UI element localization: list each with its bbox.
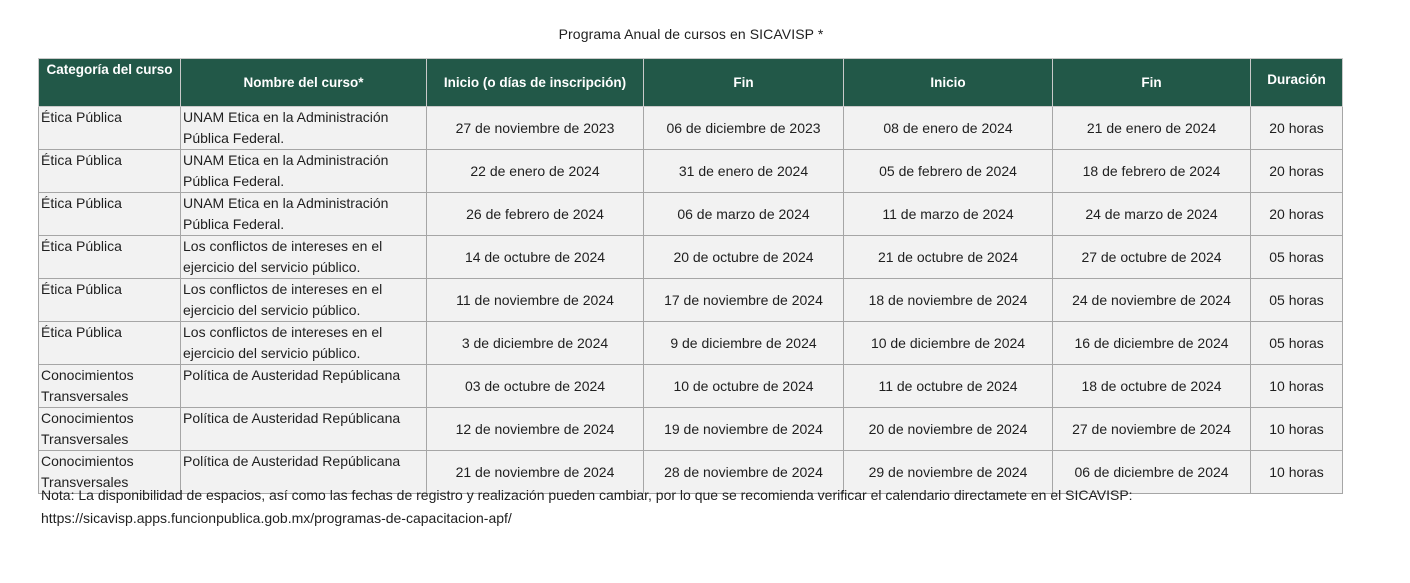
table-row [39,408,1343,451]
duration-cell: 20 horas [1251,107,1343,150]
registration-start-cell: 26 de febrero de 2024 [427,193,644,236]
table-row [39,236,1343,279]
duration-cell: 20 horas [1251,150,1343,193]
course-end-cell: 06 de diciembre de 2024 [1053,451,1251,494]
course-start-cell: 20 de noviembre de 2024 [844,408,1053,451]
course-end-cell: 24 de marzo de 2024 [1053,193,1251,236]
column-header-registration-end: Fin [644,59,844,107]
category-cell: Ética Pública [39,279,181,322]
course-start-cell: 18 de noviembre de 2024 [844,279,1053,322]
course-end-cell: 27 de noviembre de 2024 [1053,408,1251,451]
category-cell: Ética Pública [39,150,181,193]
duration-cell: 20 horas [1251,193,1343,236]
category-cell: Ética Pública [39,236,181,279]
registration-start-cell: 22 de enero de 2024 [427,150,644,193]
table-row [39,322,1343,365]
course-start-cell: 10 de diciembre de 2024 [844,322,1053,365]
course-name-cell: Los conflictos de intereses en el ejercicio del servicio público. [181,279,427,322]
registration-start-cell: 14 de octubre de 2024 [427,236,644,279]
registration-start-cell: 3 de diciembre de 2024 [427,322,644,365]
registration-end-cell: 10 de octubre de 2024 [644,365,844,408]
course-end-cell: 16 de diciembre de 2024 [1053,322,1251,365]
table-row [39,193,1343,236]
course-start-cell: 05 de febrero de 2024 [844,150,1053,193]
course-schedule-table [38,58,1343,494]
course-start-cell: 29 de noviembre de 2024 [844,451,1053,494]
duration-cell: 10 horas [1251,408,1343,451]
course-name-cell: Los conflictos de intereses en el ejercicio del servicio público. [181,236,427,279]
table-row [39,150,1343,193]
column-header-course-start: Inicio [844,59,1053,107]
registration-end-cell: 31 de enero de 2024 [644,150,844,193]
registration-end-cell: 20 de octubre de 2024 [644,236,844,279]
course-end-cell: 21 de enero de 2024 [1053,107,1251,150]
registration-end-cell: 06 de marzo de 2024 [644,193,844,236]
course-start-cell: 11 de octubre de 2024 [844,365,1053,408]
registration-end-cell: 06 de diciembre de 2023 [644,107,844,150]
course-start-cell: 11 de marzo de 2024 [844,193,1053,236]
duration-cell: 05 horas [1251,322,1343,365]
course-name-cell: UNAM Etica en la Administración Pública Federal. [181,193,427,236]
course-start-cell: 21 de octubre de 2024 [844,236,1053,279]
footnote-text: Nota: La disponibilidad de espacios, así como las fechas de registro y realización pueden cambiar, por lo que se recomienda verificar el calendario directamete en el SICAVISP: [41,487,1133,503]
course-start-cell: 08 de enero de 2024 [844,107,1053,150]
table-header-row [39,59,1343,107]
footnote [41,484,1133,530]
registration-start-cell: 03 de octubre de 2024 [427,365,644,408]
footnote-url: https://sicavisp.apps.funcionpublica.gob.mx/programas-de-capacitacion-apf/ [41,510,512,526]
course-name-cell: UNAM Etica en la Administración Pública Federal. [181,150,427,193]
course-end-cell: 24 de noviembre de 2024 [1053,279,1251,322]
registration-start-cell: 11 de noviembre de 2024 [427,279,644,322]
registration-end-cell: 28 de noviembre de 2024 [644,451,844,494]
registration-start-cell: 27 de noviembre de 2023 [427,107,644,150]
course-end-cell: 27 de octubre de 2024 [1053,236,1251,279]
registration-end-cell: 19 de noviembre de 2024 [644,408,844,451]
column-header-course-name: Nombre del curso* [181,59,427,107]
registration-end-cell: 9 de diciembre de 2024 [644,322,844,365]
course-name-cell: Los conflictos de intereses en el ejercicio del servicio público. [181,322,427,365]
registration-start-cell: 21 de noviembre de 2024 [427,451,644,494]
table-row [39,107,1343,150]
column-header-course-end: Fin [1053,59,1251,107]
column-header-registration-start: Inicio (o días de inscripción) [427,59,644,107]
table-row [39,365,1343,408]
duration-cell: 10 horas [1251,365,1343,408]
category-cell: Ética Pública [39,322,181,365]
course-name-cell: UNAM Etica en la Administración Pública Federal. [181,107,427,150]
course-name-cell: Política de Austeridad Repúblicana [181,451,427,494]
course-name-cell: Política de Austeridad Repúblicana [181,408,427,451]
course-end-cell: 18 de octubre de 2024 [1053,365,1251,408]
course-end-cell: 18 de febrero de 2024 [1053,150,1251,193]
column-header-duration: Duración [1251,59,1343,107]
duration-cell: 05 horas [1251,236,1343,279]
document-title: Programa Anual de cursos en SICAVISP * [558,26,824,42]
duration-cell: 10 horas [1251,451,1343,494]
category-cell: Conocimientos Transversales [39,365,181,408]
registration-start-cell: 12 de noviembre de 2024 [427,408,644,451]
category-cell: Conocimientos Transversales [39,408,181,451]
category-cell: Conocimientos Transversales [39,451,181,494]
duration-cell: 05 horas [1251,279,1343,322]
category-cell: Ética Pública [39,193,181,236]
registration-end-cell: 17 de noviembre de 2024 [644,279,844,322]
course-name-cell: Política de Austeridad Repúblicana [181,365,427,408]
table-row [39,279,1343,322]
column-header-category: Categoría del curso [39,59,181,107]
category-cell: Ética Pública [39,107,181,150]
